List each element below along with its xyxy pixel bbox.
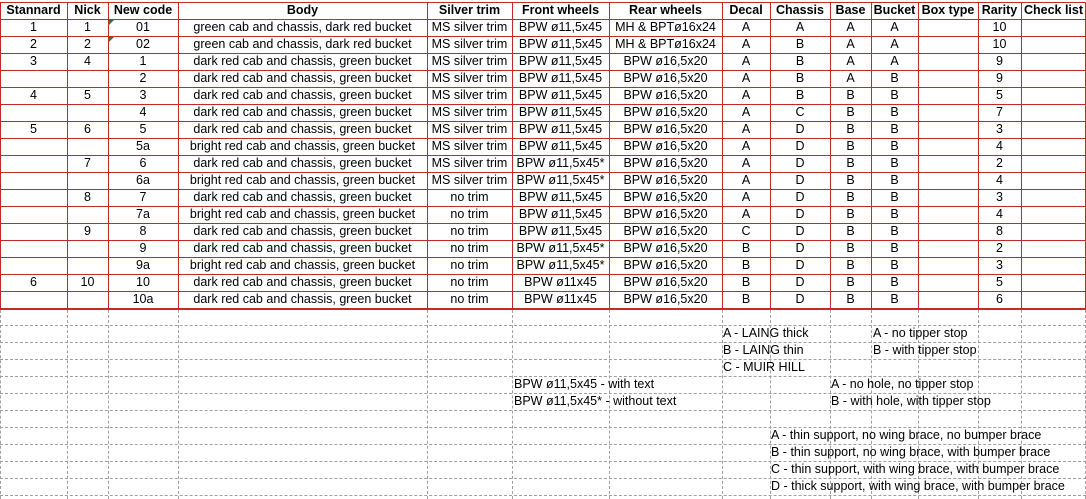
table-cell: 6 — [84, 122, 91, 136]
legend-note: A - LAING thick — [723, 326, 809, 340]
table-cell: 3 — [996, 122, 1003, 136]
table-cell: bright red cab and chassis, green bucket — [189, 139, 416, 153]
table-cell: 2 — [139, 71, 147, 85]
table-cell: BPW ø16,5x20 — [623, 54, 708, 68]
table-cell: B — [846, 122, 855, 136]
table-cell: no trim — [450, 292, 489, 306]
table-cell: A — [741, 190, 751, 204]
table-cell: BPW ø16,5x20 — [623, 207, 708, 221]
table-cell: BPW ø11x45 — [524, 275, 597, 289]
table-cell: 8 — [139, 224, 147, 238]
table-cell: B — [846, 207, 855, 221]
table-cell: 6 — [30, 275, 37, 289]
column-header: Check list — [1023, 3, 1084, 17]
table-cell: A — [741, 20, 751, 34]
table-cell: dark red cab and chassis, green bucket — [193, 88, 412, 102]
table-cell: 4 — [139, 105, 147, 119]
table-cell: BPW ø16,5x20 — [623, 224, 708, 238]
table-cell: 3 — [30, 54, 37, 68]
table-cell: BPW ø11,5x45* — [516, 173, 605, 187]
table-cell: 5 — [139, 122, 147, 136]
table-cell: BPW ø16,5x20 — [623, 139, 708, 153]
table-cell: BPW ø11,5x45 — [518, 224, 603, 238]
table-cell: BPW ø16,5x20 — [623, 71, 708, 85]
table-cell: BPW ø11,5x45 — [518, 88, 603, 102]
table-cell: 10 — [992, 20, 1007, 34]
table-cell: 01 — [136, 20, 150, 34]
table-cell: 5 — [996, 88, 1003, 102]
table-cell: BPW ø11,5x45 — [518, 139, 603, 153]
legend-note: B - with tipper stop — [873, 343, 977, 357]
table-cell: BPW ø11,5x45 — [518, 190, 603, 204]
table-cell: B — [741, 258, 751, 272]
table-cell: D — [795, 275, 805, 289]
table-cell: 7 — [84, 156, 91, 170]
legend-note: BPW ø11,5x45* - without text — [514, 394, 677, 408]
table-cell: B — [890, 275, 899, 289]
table-cell: dark red cab and chassis, green bucket — [193, 156, 412, 170]
table-cell: A — [890, 54, 899, 68]
column-header: Silver trim — [438, 3, 501, 17]
table-cell: MH & BPTø16x24 — [615, 37, 716, 51]
column-line-below — [178, 310, 179, 499]
table-cell: MS silver trim — [431, 122, 508, 136]
table-cell: BPW ø16,5x20 — [623, 173, 708, 187]
table-cell: dark red cab and chassis, green bucket — [193, 54, 412, 68]
table-cell: BPW ø16,5x20 — [623, 241, 708, 255]
legend-note: A - thin support, no wing brace, no bumper brace — [771, 428, 1042, 442]
table-cell: dark red cab and chassis, green bucket — [193, 71, 412, 85]
table-cell: A — [741, 88, 751, 102]
table-cell: 9 — [84, 224, 91, 238]
table-cell: MS silver trim — [431, 105, 508, 119]
table-cell: A — [741, 122, 751, 136]
table-cell: 5a — [136, 139, 150, 153]
table-cell: 3 — [139, 88, 147, 102]
table-cell: MH & BPTø16x24 — [615, 20, 716, 34]
table-cell: B — [846, 156, 855, 170]
legend-note: C - thin support, with wing brace, with bumper brace — [771, 462, 1060, 476]
table-cell: 9 — [139, 241, 147, 255]
table-cell: B — [846, 105, 855, 119]
table-cell: B — [741, 275, 751, 289]
table-cell: A — [741, 37, 751, 51]
table-cell: no trim — [450, 207, 489, 221]
table-cell: 4 — [30, 88, 37, 102]
column-header: Decal — [729, 3, 763, 17]
column-line — [918, 2, 919, 308]
legend-note: BPW ø11,5x45 - with text — [514, 377, 655, 391]
table-cell: B — [846, 241, 855, 255]
legend-note: C - MUIR HILL — [723, 360, 805, 374]
table-cell: BPW ø11,5x45* — [516, 241, 605, 255]
table-cell: 6 — [139, 156, 147, 170]
table-cell: 2 — [84, 37, 91, 51]
table-cell: B — [890, 224, 899, 238]
table-bottom-line — [0, 309, 1086, 310]
table-cell: B — [846, 88, 855, 102]
table-cell: D — [795, 292, 805, 306]
table-cell: MS silver trim — [431, 71, 508, 85]
table-cell: B — [890, 88, 899, 102]
table-cell: 1 — [84, 20, 91, 34]
table-cell: no trim — [450, 258, 489, 272]
table-cell: BPW ø11,5x45* — [516, 258, 605, 272]
table-cell: MS silver trim — [431, 37, 508, 51]
table-cell: B — [890, 105, 899, 119]
column-header: Nick — [74, 3, 101, 17]
table-cell: B — [795, 71, 805, 85]
table-cell: BPW ø11,5x45 — [518, 105, 603, 119]
table-cell: 5 — [84, 88, 91, 102]
table-cell: BPW ø11x45 — [524, 292, 597, 306]
comment-marker-icon — [109, 37, 114, 42]
comment-marker-icon — [109, 20, 114, 25]
column-line-below — [108, 310, 109, 499]
table-cell: dark red cab and chassis, green bucket — [193, 224, 412, 238]
table-cell: 7 — [139, 190, 147, 204]
legend-note: B - thin support, no wing brace, with bumper brace — [771, 445, 1051, 459]
table-cell: bright red cab and chassis, green bucket — [189, 258, 416, 272]
table-cell: A — [741, 207, 751, 221]
table-cell: 10 — [992, 37, 1007, 51]
table-cell: MS silver trim — [431, 139, 508, 153]
table-cell: B — [846, 275, 855, 289]
table-cell: 9 — [996, 54, 1003, 68]
table-cell: 3 — [996, 190, 1003, 204]
table-cell: D — [795, 122, 805, 136]
table-cell: B — [795, 54, 805, 68]
table-cell: B — [846, 190, 855, 204]
table-cell: B — [741, 292, 751, 306]
table-cell: BPW ø16,5x20 — [623, 88, 708, 102]
column-header: New code — [113, 3, 173, 17]
table-cell: BPW ø11,5x45 — [518, 37, 603, 51]
table-cell: B — [890, 292, 899, 306]
column-header: Stannard — [6, 3, 61, 17]
table-cell: MS silver trim — [431, 173, 508, 187]
table-cell: C — [741, 224, 751, 238]
table-cell: 4 — [996, 139, 1003, 153]
table-cell: D — [795, 139, 805, 153]
row-line — [0, 495, 1086, 496]
table-cell: A — [846, 71, 855, 85]
column-header: Rear wheels — [629, 3, 702, 17]
table-cell: B — [795, 37, 805, 51]
column-header: Body — [286, 3, 319, 17]
table-cell: B — [890, 173, 899, 187]
table-cell: 2 — [30, 37, 37, 51]
table-cell: no trim — [450, 275, 489, 289]
table-cell: 2 — [996, 241, 1003, 255]
table-cell: D — [795, 156, 805, 170]
table-cell: D — [795, 258, 805, 272]
table-cell: BPW ø11,5x45 — [518, 71, 603, 85]
legend-note: D - thick support, with wing brace, with bumper brace — [771, 479, 1065, 493]
table-cell: B — [890, 190, 899, 204]
table-cell: 1 — [139, 54, 147, 68]
table-cell: 6a — [136, 173, 150, 187]
table-cell: B — [795, 88, 805, 102]
table-cell: 02 — [136, 37, 150, 51]
table-cell: D — [795, 241, 805, 255]
table-cell: 4 — [996, 207, 1003, 221]
table-cell: A — [890, 20, 899, 34]
table-cell: 5 — [996, 275, 1003, 289]
table-cell: BPW ø16,5x20 — [623, 190, 708, 204]
table-cell: A — [741, 54, 751, 68]
table-cell: BPW ø16,5x20 — [623, 156, 708, 170]
table-cell: A — [741, 156, 751, 170]
table-cell: no trim — [450, 224, 489, 238]
table-cell: B — [846, 224, 855, 238]
table-cell: BPW ø16,5x20 — [623, 258, 708, 272]
table-cell: B — [846, 258, 855, 272]
table-cell: 5 — [30, 122, 37, 136]
table-cell: 7 — [996, 105, 1003, 119]
table-cell: bright red cab and chassis, green bucket — [189, 207, 416, 221]
table-cell: MS silver trim — [431, 156, 508, 170]
table-cell: B — [846, 292, 855, 306]
table-cell: green cab and chassis, dark red bucket — [193, 37, 412, 51]
table-cell: B — [890, 156, 899, 170]
table-cell: BPW ø16,5x20 — [623, 275, 708, 289]
table-cell: 8 — [84, 190, 91, 204]
table-cell: B — [890, 207, 899, 221]
table-cell: 1 — [30, 20, 37, 34]
column-header: Base — [835, 3, 866, 17]
table-cell: no trim — [450, 190, 489, 204]
column-line-below — [427, 310, 428, 499]
table-cell: BPW ø16,5x20 — [623, 122, 708, 136]
table-cell: A — [846, 20, 855, 34]
column-header: Rarity — [981, 3, 1018, 17]
table-cell: BPW ø16,5x20 — [623, 105, 708, 119]
table-cell: 7a — [136, 207, 150, 221]
table-cell: 10a — [132, 292, 154, 306]
table-cell: 10 — [80, 275, 95, 289]
row-line — [0, 359, 1086, 360]
table-cell: C — [795, 105, 805, 119]
table-cell: B — [890, 258, 899, 272]
table-cell: A — [741, 139, 751, 153]
legend-note: B - with hole, with tipper stop — [831, 394, 991, 408]
table-cell: D — [795, 207, 805, 221]
table-cell: green cab and chassis, dark red bucket — [193, 20, 412, 34]
table-cell: B — [890, 71, 899, 85]
table-cell: D — [795, 190, 805, 204]
column-header: Bucket — [873, 3, 916, 17]
column-line-below — [0, 310, 1, 499]
table-cell: A — [741, 173, 751, 187]
column-line-below — [67, 310, 68, 499]
table-cell: A — [741, 71, 751, 85]
table-cell: BPW ø16,5x20 — [623, 292, 708, 306]
table-cell: dark red cab and chassis, green bucket — [193, 122, 412, 136]
table-cell: BPW ø11,5x45 — [518, 207, 603, 221]
table-cell: 10 — [136, 275, 150, 289]
table-cell: D — [795, 173, 805, 187]
table-cell: MS silver trim — [431, 88, 508, 102]
table-cell: 2 — [996, 156, 1003, 170]
table-cell: bright red cab and chassis, green bucket — [189, 173, 416, 187]
legend-note: B - LAING thin — [723, 343, 804, 357]
table-cell: B — [846, 173, 855, 187]
table-cell: dark red cab and chassis, green bucket — [193, 275, 412, 289]
table-cell: A — [846, 37, 855, 51]
table-cell: B — [846, 139, 855, 153]
table-cell: 9 — [996, 71, 1003, 85]
table-cell: 6 — [996, 292, 1003, 306]
legend-note: A - no tipper stop — [873, 326, 968, 340]
column-line-below — [512, 310, 513, 499]
table-cell: 4 — [84, 54, 91, 68]
table-cell: BPW ø11,5x45 — [518, 54, 603, 68]
row-line — [0, 410, 1086, 411]
table-cell: BPW ø11,5x45 — [518, 122, 603, 136]
table-cell: 3 — [996, 258, 1003, 272]
legend-note: A - no hole, no tipper stop — [831, 377, 974, 391]
column-header: Front wheels — [521, 3, 600, 17]
table-cell: dark red cab and chassis, green bucket — [193, 292, 412, 306]
table-cell: dark red cab and chassis, green bucket — [193, 241, 412, 255]
table-cell: MS silver trim — [431, 20, 508, 34]
table-cell: no trim — [450, 241, 489, 255]
table-cell: 4 — [996, 173, 1003, 187]
table-cell: MS silver trim — [431, 54, 508, 68]
column-line — [1021, 2, 1022, 308]
table-cell: B — [741, 241, 751, 255]
table-cell: A — [890, 37, 899, 51]
table-cell: 9a — [136, 258, 150, 272]
table-cell: A — [795, 20, 805, 34]
table-cell: dark red cab and chassis, green bucket — [193, 105, 412, 119]
table-cell: BPW ø11,5x45 — [518, 20, 603, 34]
table-cell: BPW ø11,5x45* — [516, 156, 605, 170]
table-cell: B — [890, 122, 899, 136]
column-header: Box type — [921, 3, 975, 17]
table-cell: A — [741, 105, 751, 119]
table-cell: 8 — [996, 224, 1003, 238]
table-cell: B — [890, 139, 899, 153]
table-cell: D — [795, 224, 805, 238]
table-cell: B — [890, 241, 899, 255]
column-header: Chassis — [776, 3, 824, 17]
table-cell: A — [846, 54, 855, 68]
table-cell: dark red cab and chassis, green bucket — [193, 190, 412, 204]
